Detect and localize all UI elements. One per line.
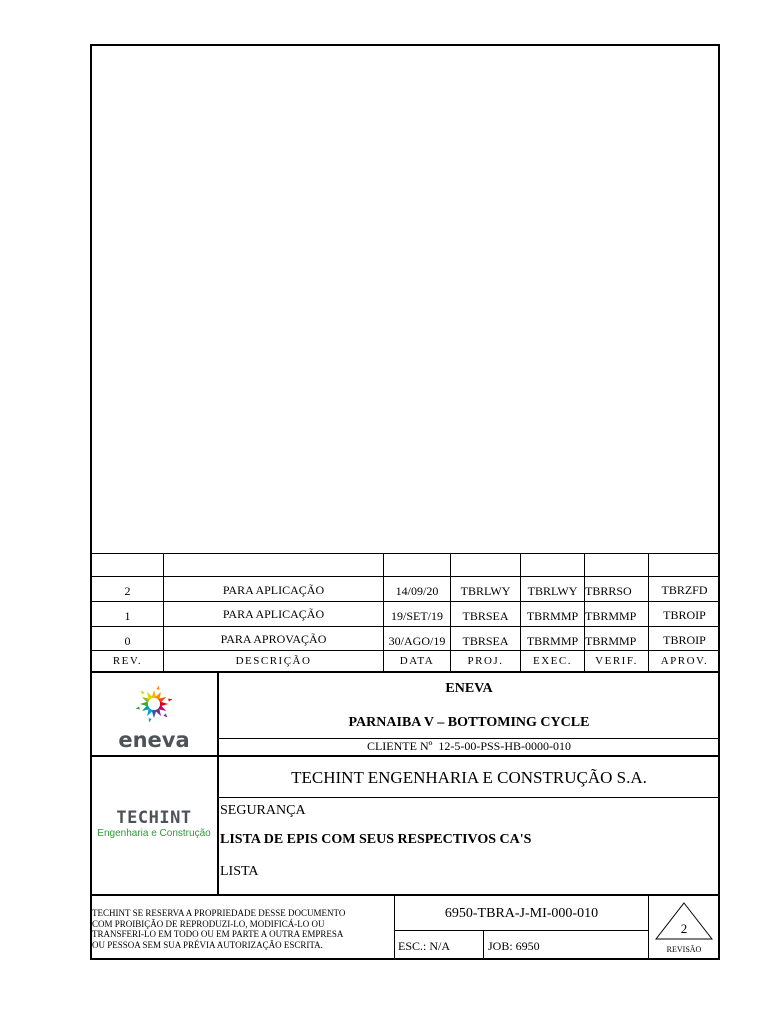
eneva-logo [116,683,192,752]
client-name: ENEVA [445,681,493,696]
aprov-cell: TBROIP [663,608,706,622]
exec-cell: TBRMMP [526,609,579,623]
document-area: SEGURANÇA [220,803,306,818]
document-type: LISTA [220,864,259,879]
exec-cell: TBRMMP [526,634,579,648]
verif-cell: TBRMMP [585,634,637,648]
descricao-cell: PARA APLICAÇÃO [222,607,325,621]
header-proj: PROJ. [467,655,504,667]
eneva-logo-text: eneva [118,728,190,752]
techint-logo-title: TECHINT [116,808,192,828]
verif-cell: TBRMMP [585,609,637,623]
aprov-cell: TBRZFD [661,583,708,597]
proj-cell: TBRLWY [460,584,511,598]
client-number: CLIENTE Nº 12-5-00-PSS-HB-0000-010 [366,739,572,753]
ownership-disclaimer [92,908,390,950]
header-aprov: APROV. [660,655,709,667]
techint-logo-subtitle: Engenharia e Construção [97,828,211,839]
exec-cell: TBRLWY [527,584,578,598]
document-title: LISTA DE EPIS COM SEUS RESPECTIVOS CA'S [220,832,532,847]
rev-cell: 1 [124,609,131,623]
company-name: TECHINT ENGENHARIA E CONSTRUÇÃO S.A. [291,768,647,787]
descricao-cell: PARA APLICAÇÃO [222,583,325,597]
header-rev: REV. [112,655,143,667]
revision-label: REVISÃO [666,945,702,954]
revision-number: 2 [680,921,688,936]
header-verif: VERIF. [595,655,638,667]
header-descricao: DESCRIÇÃO [235,655,312,667]
header-exec: EXEC. [533,655,572,667]
eneva-sunburst-icon [116,683,192,723]
data-cell: 14/09/20 [395,584,439,598]
rev-cell: 0 [124,634,131,648]
proj-cell: TBRSEA [462,609,509,623]
disclaimer-line: OU PESSOA SEM SUA PRÉVIA AUTORIZAÇÃO ESCRITA. [92,939,323,950]
descricao-cell: PARA APROVAÇÃO [220,632,327,646]
document-number: 6950-TBRA-J-MI-000-010 [444,906,599,921]
header-data: DATA [399,655,435,667]
verif-cell: TBRRSO [585,584,632,598]
project-title: PARNAIBA V – BOTTOMING CYCLE [348,715,590,730]
job-number: JOB: 6950 [488,939,540,953]
data-cell: 19/SET/19 [390,609,443,623]
techint-logo [96,808,212,840]
aprov-cell: TBROIP [663,633,706,647]
disclaimer-line: TECHINT SE RESERVA A PROPRIEDADE DESSE DOCUMENTO [92,908,346,918]
disclaimer-line: TRANSFERI-LO EM TODO OU EM PARTE A OUTRA EMPRESA [92,929,344,939]
disclaimer-line: COM PROIBIÇÃO DE REPRODUZI-LO, MODIFICÁ-LO OU [92,918,325,929]
rev-cell: 2 [124,584,131,598]
data-cell: 30/AGO/19 [388,634,446,648]
proj-cell: TBRSEA [462,634,509,648]
scale: ESC.: N/A [398,939,451,953]
